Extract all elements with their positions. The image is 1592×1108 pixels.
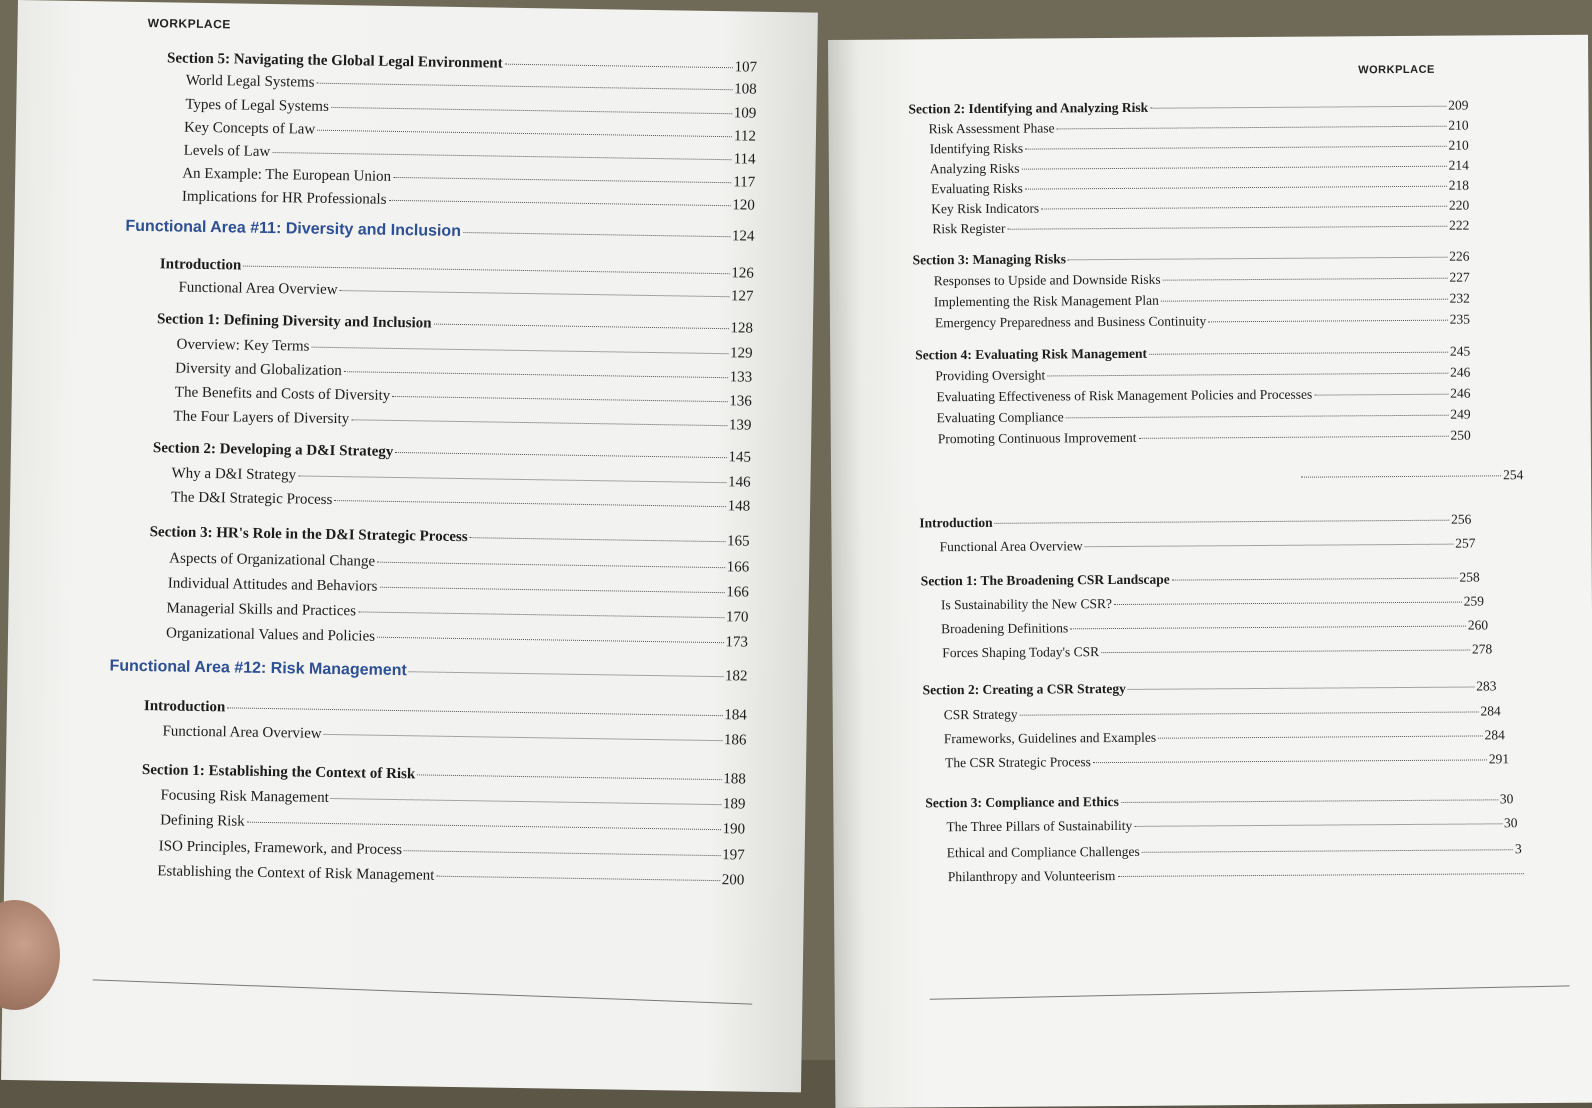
- toc-entry: [931, 178, 1469, 198]
- toc-label: Section 2: Creating a CSR Strategy: [922, 680, 1126, 698]
- toc-page-number: 170: [725, 609, 749, 626]
- dot-leader: [1121, 799, 1498, 803]
- toc-section: [921, 569, 1480, 589]
- toc-page-number: 186: [723, 732, 747, 749]
- toc-label: Functional Area Overview: [162, 723, 322, 742]
- toc-page-number: 190: [722, 821, 746, 838]
- toc-label: Philanthropy and Volunteerism: [947, 868, 1116, 885]
- dot-leader: [1117, 873, 1523, 877]
- dot-leader: [334, 500, 725, 507]
- toc-page-number: 246: [1450, 364, 1471, 380]
- dot-leader: [344, 371, 728, 378]
- dot-leader: [1149, 352, 1448, 355]
- toc-section: [153, 440, 751, 466]
- toc-label: Introduction: [143, 698, 226, 716]
- toc-label: Analyzing Risks: [929, 160, 1020, 177]
- toc-label: The Benefits and Costs of Diversity: [174, 384, 391, 404]
- dot-leader: [404, 850, 720, 856]
- dot-leader: [1142, 849, 1513, 853]
- dot-leader: [1022, 166, 1447, 170]
- toc-page-number: 245: [1449, 343, 1471, 359]
- toc-label: Key Risk Indicators: [931, 200, 1040, 217]
- toc-page-number: 108: [734, 81, 757, 98]
- left-page: [1, 0, 818, 1092]
- dot-leader: [340, 290, 729, 297]
- toc-label: Section 4: Evaluating Risk Management: [915, 345, 1148, 363]
- toc-page-number: 109: [733, 105, 757, 122]
- toc-label: Promoting Continuous Improvement: [937, 429, 1137, 447]
- toc-page-number: 260: [1467, 617, 1489, 633]
- toc-label: Functional Area Overview: [939, 538, 1083, 555]
- toc-label: Introduction: [919, 514, 993, 531]
- dot-leader: [298, 475, 726, 483]
- toc-entry: [941, 617, 1488, 637]
- toc-page-number: 256: [1451, 511, 1472, 527]
- toc-page-number: 117: [733, 174, 756, 191]
- toc-label: Risk Register: [932, 220, 1006, 237]
- toc-section: [142, 762, 746, 788]
- dot-leader: [1301, 475, 1501, 477]
- toc-page-number: 112: [733, 128, 757, 145]
- toc-label: ISO Principles, Framework, and Process: [158, 838, 403, 859]
- toc-page-number: 291: [1488, 751, 1510, 767]
- dot-leader: [1057, 126, 1447, 130]
- toc-label: Introduction: [159, 256, 242, 274]
- dot-leader: [377, 637, 723, 643]
- toc-entry: [939, 535, 1475, 555]
- toc-entry: [946, 815, 1517, 835]
- toc-label: Diversity and Globalization: [175, 360, 342, 380]
- toc-label: Evaluating Effectiveness of Risk Management Policies and Processes: [936, 386, 1313, 405]
- toc-label: Section 2: Identifying and Analyzing Risk: [908, 99, 1149, 117]
- toc-entry: [936, 386, 1470, 406]
- toc-label: Section 1: Establishing the Context of Risk: [141, 762, 416, 783]
- dot-leader: [1025, 186, 1447, 190]
- toc-entry: [929, 118, 1469, 138]
- toc-page-number: 259: [1463, 593, 1484, 609]
- toc-label: Functional Area #12: Risk Management: [109, 657, 407, 680]
- toc-label: An Example: The European Union: [182, 165, 392, 185]
- toc-label: Ethical and Compliance Challenges: [946, 843, 1140, 861]
- toc-page-number: 129: [729, 345, 753, 362]
- dot-leader: [1101, 650, 1470, 654]
- dot-leader: [311, 347, 728, 355]
- toc-label: Focusing Risk Management: [160, 787, 329, 806]
- toc-label: The D&I Strategic Process: [171, 489, 333, 508]
- toc-label: World Legal Systems: [185, 72, 315, 91]
- toc-page-number: 200: [721, 872, 745, 889]
- toc-page-number: 139: [728, 417, 752, 434]
- toc-entry: [930, 138, 1469, 158]
- toc-page-number: 182: [724, 668, 748, 685]
- dot-leader: [317, 130, 732, 138]
- toc-page-number: 278: [1471, 641, 1493, 657]
- toc-label: Is Sustainability the New CSR?: [940, 596, 1112, 613]
- dot-leader: [434, 324, 729, 330]
- toc-entry: [931, 198, 1469, 218]
- toc-entry: [932, 218, 1469, 238]
- toc-entry: [160, 787, 745, 813]
- toc-label: Section 2: Developing a D&I Strategy: [152, 440, 394, 460]
- toc-page-number: 184: [724, 707, 747, 724]
- toc-section: [160, 256, 754, 282]
- dot-leader: [1161, 299, 1448, 302]
- toc-page-number: 210: [1448, 117, 1469, 133]
- toc-label: Section 1: Defining Diversity and Inclusion: [156, 311, 432, 332]
- toc-page-number: 124: [731, 228, 755, 245]
- toc-label: Frameworks, Guidelines and Examples: [943, 729, 1157, 747]
- dot-leader: [1047, 373, 1448, 377]
- toc-label: Managerial Skills and Practices: [166, 600, 357, 620]
- dot-leader: [243, 266, 729, 275]
- toc-label: The CSR Strategic Process: [944, 754, 1091, 771]
- toc-section: [922, 678, 1496, 698]
- dot-leader: [1158, 735, 1483, 738]
- dot-leader: [393, 177, 731, 183]
- toc-entry: [159, 838, 745, 864]
- dot-leader: [379, 587, 724, 593]
- dot-leader: [331, 798, 721, 805]
- dot-leader: [392, 396, 727, 402]
- toc-entry: [176, 337, 752, 363]
- toc-section: [150, 524, 750, 550]
- toc-page-number: 165: [726, 533, 750, 550]
- toc-page-number: 250: [1450, 427, 1471, 443]
- toc-section: [912, 249, 1469, 269]
- toc-entry: [175, 361, 752, 387]
- toc-entry: [178, 280, 753, 306]
- toc-page-number: 254: [1502, 467, 1524, 483]
- toc-entry: [935, 312, 1470, 332]
- dot-leader: [1128, 687, 1474, 690]
- toc-entry: [947, 841, 1522, 861]
- toc-page-number: 173: [725, 634, 749, 651]
- toc-page-number: 136: [729, 393, 752, 410]
- toc-page-number: 246: [1450, 385, 1471, 401]
- toc-label: Functional Area #11: Diversity and Inclusion: [125, 217, 462, 240]
- toc-entry: [182, 189, 755, 215]
- toc-entry: [944, 703, 1501, 723]
- toc-entry: [185, 97, 756, 123]
- dot-leader: [470, 537, 725, 542]
- toc-page-number: 127: [730, 288, 754, 305]
- toc-entry: [948, 865, 1526, 885]
- toc-page-number: 258: [1459, 569, 1480, 585]
- toc-page-number: 114: [733, 151, 756, 168]
- toc-section: [908, 98, 1468, 118]
- dot-leader: [1163, 278, 1448, 281]
- toc-page-number: 220: [1448, 197, 1470, 213]
- dot-leader: [331, 107, 732, 114]
- toc-page-number: 235: [1449, 311, 1471, 327]
- toc-label: Responses to Upside and Downside Risks: [933, 271, 1161, 289]
- toc-entry: [938, 428, 1471, 448]
- toc-page-number: 166: [726, 584, 749, 601]
- toc-entry: [184, 120, 756, 146]
- toc-page-number: 30: [1499, 791, 1514, 807]
- dot-leader: [227, 707, 722, 716]
- toc-page-number: 209: [1448, 97, 1469, 113]
- toc-label: Individual Attitudes and Behaviors: [167, 575, 378, 595]
- toc-label: Section 5: Navigating the Global Legal Environment: [166, 50, 503, 72]
- toc-entry: [171, 465, 750, 491]
- toc-page-number: 249: [1450, 406, 1471, 422]
- toc-page-number: 30: [1503, 815, 1518, 831]
- footer-rule: [93, 979, 753, 1004]
- dot-leader: [377, 562, 725, 568]
- dot-leader: [317, 83, 733, 91]
- toc-label: Key Concepts of Law: [183, 119, 316, 138]
- toc-entry: [945, 751, 1509, 771]
- toc-page-number: 145: [728, 449, 752, 466]
- dot-leader: [436, 876, 719, 881]
- toc-section: [925, 791, 1513, 811]
- toc-entry: [1301, 467, 1523, 485]
- toc-page-number: 226: [1449, 248, 1470, 264]
- toc-page-number: 188: [723, 771, 746, 788]
- dot-leader: [1025, 146, 1446, 150]
- toc-label: Emergency Preparedness and Business Continuity: [934, 313, 1207, 331]
- toc-entry: [934, 270, 1470, 290]
- toc-label: Section 3: Managing Risks: [912, 251, 1066, 268]
- toc-page-number: 284: [1480, 703, 1501, 719]
- toc-label: Implementing the Risk Management Plan: [933, 292, 1159, 310]
- toc-label: Evaluating Compliance: [936, 409, 1064, 426]
- toc-label: Defining Risk: [160, 812, 245, 830]
- dot-leader: [1041, 206, 1447, 210]
- running-header: WORKPLACE: [1358, 63, 1435, 77]
- toc-entry: [935, 365, 1470, 385]
- dot-leader: [409, 671, 723, 677]
- toc-page-number: 222: [1449, 217, 1470, 233]
- toc-page-number: 126: [731, 265, 754, 282]
- dot-leader: [463, 232, 730, 237]
- dot-leader: [351, 419, 727, 426]
- toc-label: Evaluating Risks: [930, 180, 1023, 197]
- dot-leader: [1139, 436, 1449, 439]
- toc-entry: [944, 727, 1505, 747]
- toc-label: CSR Strategy: [943, 706, 1018, 723]
- toc-label: Types of Legal Systems: [185, 96, 330, 115]
- toc-section: [167, 50, 757, 76]
- toc-label: The Four Layers of Diversity: [173, 408, 350, 428]
- toc-entry: [162, 723, 746, 749]
- right-page: [828, 35, 1592, 1108]
- toc-page-number: 232: [1449, 290, 1470, 306]
- dot-leader: [1093, 759, 1487, 763]
- dot-leader: [1208, 320, 1448, 323]
- toc-functional-area: [109, 658, 747, 686]
- toc-page-number: 120: [732, 197, 755, 214]
- toc-entry: [166, 600, 748, 626]
- toc-page-number: 210: [1448, 137, 1469, 153]
- toc-page-number: 3: [1514, 841, 1522, 857]
- toc-entry: [173, 408, 751, 434]
- toc-entry: [168, 575, 749, 601]
- dot-leader: [1114, 602, 1462, 605]
- dot-leader: [505, 64, 733, 69]
- toc-page-number: 146: [727, 474, 751, 491]
- dot-leader: [247, 822, 721, 830]
- dot-leader: [1150, 106, 1446, 109]
- toc-entry: [184, 143, 756, 169]
- toc-label: Broadening Definitions: [941, 620, 1069, 637]
- toc-entry: [175, 385, 752, 411]
- toc-page-number: 189: [722, 796, 746, 813]
- dot-leader: [1070, 626, 1466, 630]
- toc-label: Why a D&I Strategy: [171, 465, 297, 484]
- toc-entry: [934, 291, 1470, 311]
- toc-label: Section 1: The Broadening CSR Landscape: [920, 571, 1170, 589]
- toc-label: Establishing the Context of Risk Management: [157, 863, 435, 884]
- toc-label: Implications for HR Professionals: [181, 188, 387, 208]
- dot-leader: [395, 452, 726, 458]
- toc-entry: [937, 407, 1471, 427]
- toc-label: Identifying Risks: [929, 140, 1024, 157]
- toc-page-number: 133: [729, 369, 753, 386]
- toc-label: Levels of Law: [183, 142, 271, 160]
- toc-section: [144, 698, 747, 724]
- toc-label: Aspects of Organizational Change: [169, 550, 376, 570]
- toc-section: [915, 344, 1470, 364]
- dot-leader: [1172, 578, 1458, 581]
- dot-leader: [388, 200, 730, 206]
- dot-leader: [1020, 711, 1479, 715]
- toc-label: Organizational Values and Policies: [165, 625, 376, 645]
- toc-entry: [186, 73, 757, 99]
- toc-entry: [169, 550, 749, 576]
- toc-label: The Three Pillars of Sustainability: [946, 817, 1133, 835]
- toc-entry: [171, 489, 750, 515]
- toc-page-number: 214: [1448, 157, 1469, 173]
- dot-leader: [995, 520, 1449, 524]
- toc-entry: [166, 625, 748, 651]
- dot-leader: [358, 611, 724, 618]
- dot-leader: [417, 774, 721, 780]
- toc-label: Risk Assessment Phase: [928, 120, 1055, 137]
- toc-page-number: 284: [1484, 727, 1505, 743]
- toc-functional-area: [125, 218, 754, 246]
- toc-section: [919, 512, 1471, 532]
- dot-leader: [272, 152, 731, 160]
- toc-page-number: 227: [1449, 269, 1470, 285]
- toc-page-number: 283: [1476, 678, 1497, 694]
- toc-page-number: 128: [730, 320, 754, 337]
- toc-page-number: 148: [727, 498, 751, 515]
- toc-entry: [930, 158, 1469, 178]
- dot-leader: [1068, 257, 1447, 261]
- running-header: WORKPLACE: [147, 16, 231, 32]
- toc-entry: [941, 593, 1484, 613]
- toc-page-number: 257: [1455, 535, 1476, 551]
- toc-label: Section 3: Compliance and Ethics: [925, 793, 1119, 811]
- toc-label: Functional Area Overview: [178, 279, 338, 299]
- toc-label: Overview: Key Terms: [176, 336, 310, 355]
- toc-label: Providing Oversight: [935, 367, 1046, 384]
- toc-entry: [160, 812, 745, 838]
- dot-leader: [1134, 823, 1502, 827]
- toc-page-number: 166: [726, 559, 750, 576]
- toc-page-number: 197: [722, 847, 745, 864]
- footer-rule: [930, 985, 1570, 999]
- toc-label: Forces Shaping Today's CSR: [942, 644, 1100, 661]
- toc-page-number: 107: [734, 59, 758, 76]
- toc-entry: [942, 641, 1492, 661]
- toc-page-number: 218: [1448, 177, 1470, 193]
- toc-entry: [157, 863, 744, 889]
- toc-label: Section 3: HR's Role in the D&I Strategic Process: [149, 524, 468, 546]
- dot-leader: [1066, 415, 1449, 419]
- dot-leader: [324, 734, 722, 741]
- dot-leader: [1314, 394, 1448, 396]
- toc-entry: [182, 166, 755, 192]
- dot-leader: [1007, 226, 1447, 230]
- toc-section: [157, 311, 753, 337]
- dot-leader: [1085, 544, 1454, 548]
